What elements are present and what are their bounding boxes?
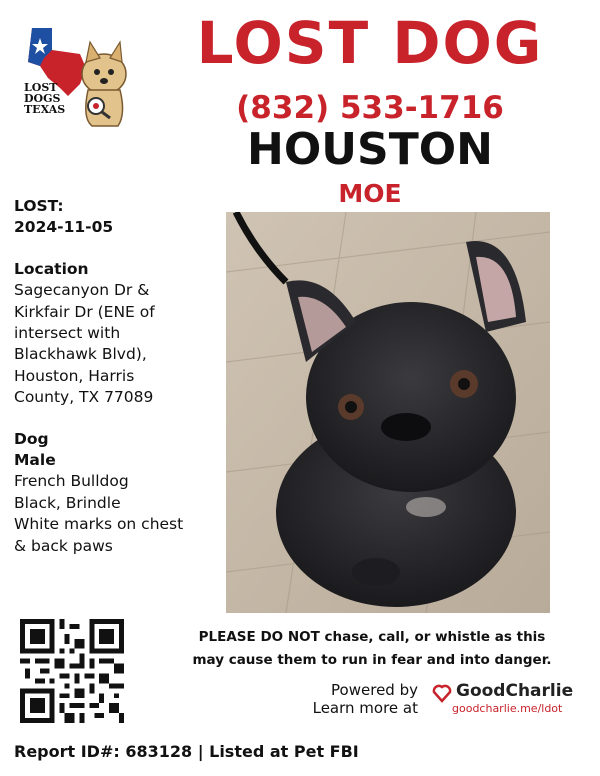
location-line: Blackhawk Blvd), xyxy=(14,345,147,364)
city-name: HOUSTON xyxy=(247,124,493,175)
logo-line-1: LOST xyxy=(24,81,58,94)
contact-phone[interactable]: (832) 533-1716 xyxy=(236,90,504,126)
location-line: Sagecanyon Dr & xyxy=(14,281,150,300)
goodcharlie-brand[interactable] xyxy=(432,681,582,717)
location-line: Houston, Harris xyxy=(14,366,135,385)
poster-title: LOST DOG xyxy=(196,9,544,77)
location-line: intersect with xyxy=(14,324,121,343)
dog-photo xyxy=(226,212,550,613)
lost-label: LOST: xyxy=(14,197,64,215)
warning-line-2: may cause them to run in fear and into danger. xyxy=(192,652,552,668)
dog-name: MOE xyxy=(338,179,402,208)
location-line: Kirkfair Dr (ENE of xyxy=(14,302,155,321)
animal-type: Dog xyxy=(14,429,49,448)
logo-line-3: TEXAS xyxy=(24,103,66,116)
powered-by-label: Powered by xyxy=(331,681,418,699)
description-line: & back paws xyxy=(14,536,113,555)
animal-sex: Male xyxy=(14,451,56,470)
goodcharlie-heart-icon xyxy=(432,683,452,703)
lost-dogs-texas-logo xyxy=(22,18,132,130)
location-line: County, TX 77089 xyxy=(14,388,154,407)
location-label: Location xyxy=(14,259,89,278)
learn-more-label: Learn more at xyxy=(312,699,418,717)
warning-line-1: PLEASE DO NOT chase, call, or whistle as this xyxy=(198,629,546,645)
report-footer: Report ID#: 683128 | Listed at Pet FBI xyxy=(14,742,359,761)
goodcharlie-name: GoodCharlie xyxy=(456,681,574,701)
powered-by xyxy=(298,681,418,717)
goodcharlie-url[interactable]: goodcharlie.me/ldot xyxy=(452,702,563,715)
dog-details xyxy=(14,196,214,557)
qr-code[interactable] xyxy=(20,619,124,723)
description-line: French Bulldog xyxy=(14,472,129,491)
description-line: Black, Brindle xyxy=(14,493,121,512)
description-line: White marks on chest xyxy=(14,515,184,534)
logo-line-2: DOGS xyxy=(24,92,61,105)
lost-date: 2024-11-05 xyxy=(14,218,114,237)
safety-warning xyxy=(176,626,568,672)
